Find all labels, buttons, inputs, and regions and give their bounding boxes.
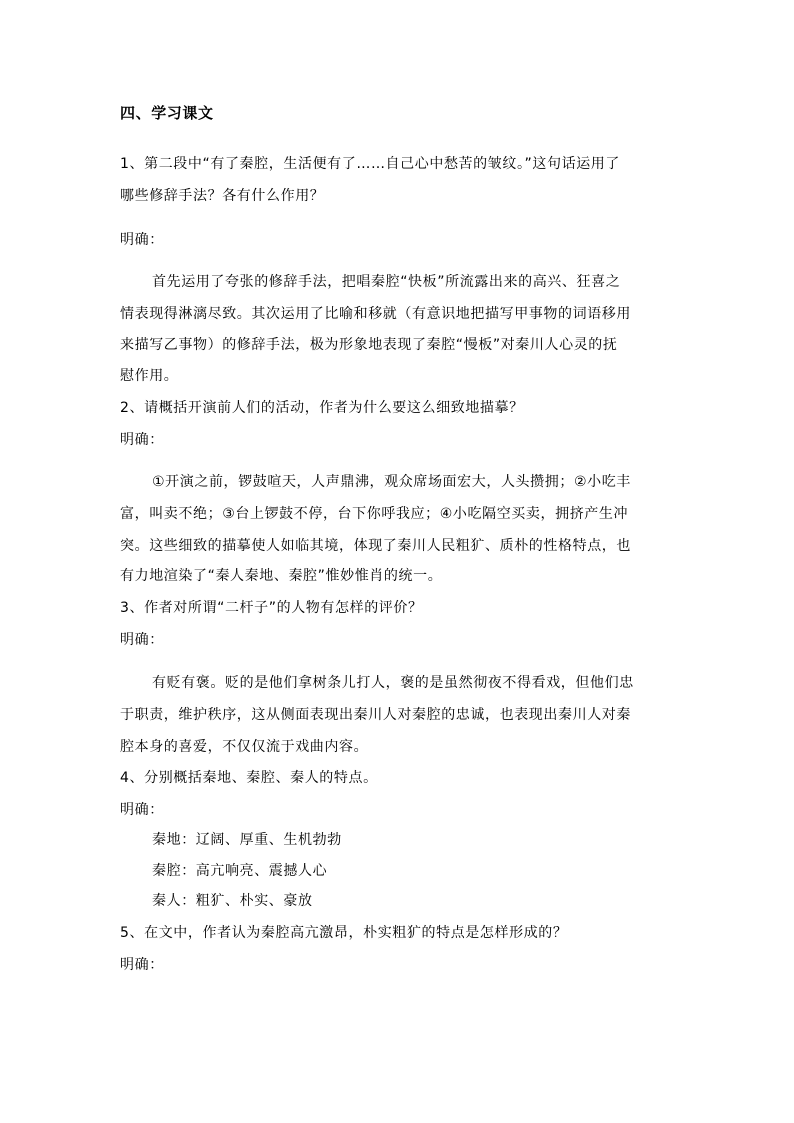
answer-2-label: 明确：: [120, 432, 164, 448]
answer-2-line-2: 富，叫卖不绝；③台上锣鼓不停，台下你呼我应；④小吃隔空买卖，拥挤产生冲: [120, 506, 629, 522]
answer-5-label: 明确：: [120, 957, 164, 973]
answer-1-line-2: 情表现得淋漓尽致。其次运用了比喻和移就（有意识地把描写甲事物的词语移用: [120, 306, 631, 322]
answer-1-line-1: 首先运用了夸张的修辞手法，把唱秦腔“快板”所流露出来的高兴、狂喜之: [152, 274, 621, 290]
question-1-line-1: 1、第二段中“有了秦腔，生活便有了……自己心中愁苦的皱纹。”这句话运用了: [120, 156, 621, 172]
question-1-line-2: 哪些修辞手法？各有什么作用？: [120, 188, 325, 204]
question-3-line-1: 3、作者对所谓“二杆子”的人物有怎样的评价？: [120, 600, 423, 616]
answer-3-line-2: 于职责，维护秩序，这从侧面表现出秦川人对秦腔的忠诚，也表现出秦川人对秦: [120, 707, 631, 723]
answer-1-line-4: 慰作用。: [120, 368, 179, 384]
question-5-line-1: 5、在文中，作者认为秦腔高亢激昂，朴实粗犷的特点是怎样形成的？: [120, 925, 568, 941]
answer-2-line-4: 有力地渲染了“秦人秦地、秦腔”惟妙惟肖的统一。: [120, 568, 443, 584]
section-title: 四、学习课文: [120, 104, 214, 122]
answer-3-label: 明确：: [120, 632, 164, 648]
answer-2-line-1: ①开演之前，锣鼓喧天，人声鼎沸，观众席场面宏大，人头攒拥；②小吃丰: [152, 474, 631, 490]
question-4-line-1: 4、分别概括秦地、秦腔、秦人的特点。: [120, 770, 378, 786]
answer-1-label: 明确：: [120, 232, 164, 248]
question-2-line-1: 2、请概括开演前人们的活动，作者为什么要这么细致地描摹？: [120, 400, 524, 416]
answer-2-line-3: 突。这些细致的描摹使人如临其境，体现了秦川人民粗犷、质朴的性格特点，也: [120, 538, 631, 554]
answer-1-line-3: 来描写乙事物）的修辞手法，极为形象地表现了秦腔“慢板”对秦川人心灵的抚: [120, 337, 618, 353]
answer-4-label: 明确：: [120, 802, 164, 818]
answer-4-item-qin-land: 秦地：辽阔、厚重、生机勃勃: [152, 832, 342, 848]
answer-4-item-qin-people: 秦人：粗犷、朴实、豪放: [152, 893, 313, 909]
answer-3-line-1: 有贬有褒。贬的是他们拿树条儿打人，褒的是虽然彻夜不得看戏，但他们忠: [152, 675, 634, 691]
answer-4-item-qin-opera: 秦腔：高亢响亮、震撼人心: [152, 863, 328, 879]
answer-3-line-3: 腔本身的喜爱，不仅仅流于戏曲内容。: [120, 739, 369, 755]
